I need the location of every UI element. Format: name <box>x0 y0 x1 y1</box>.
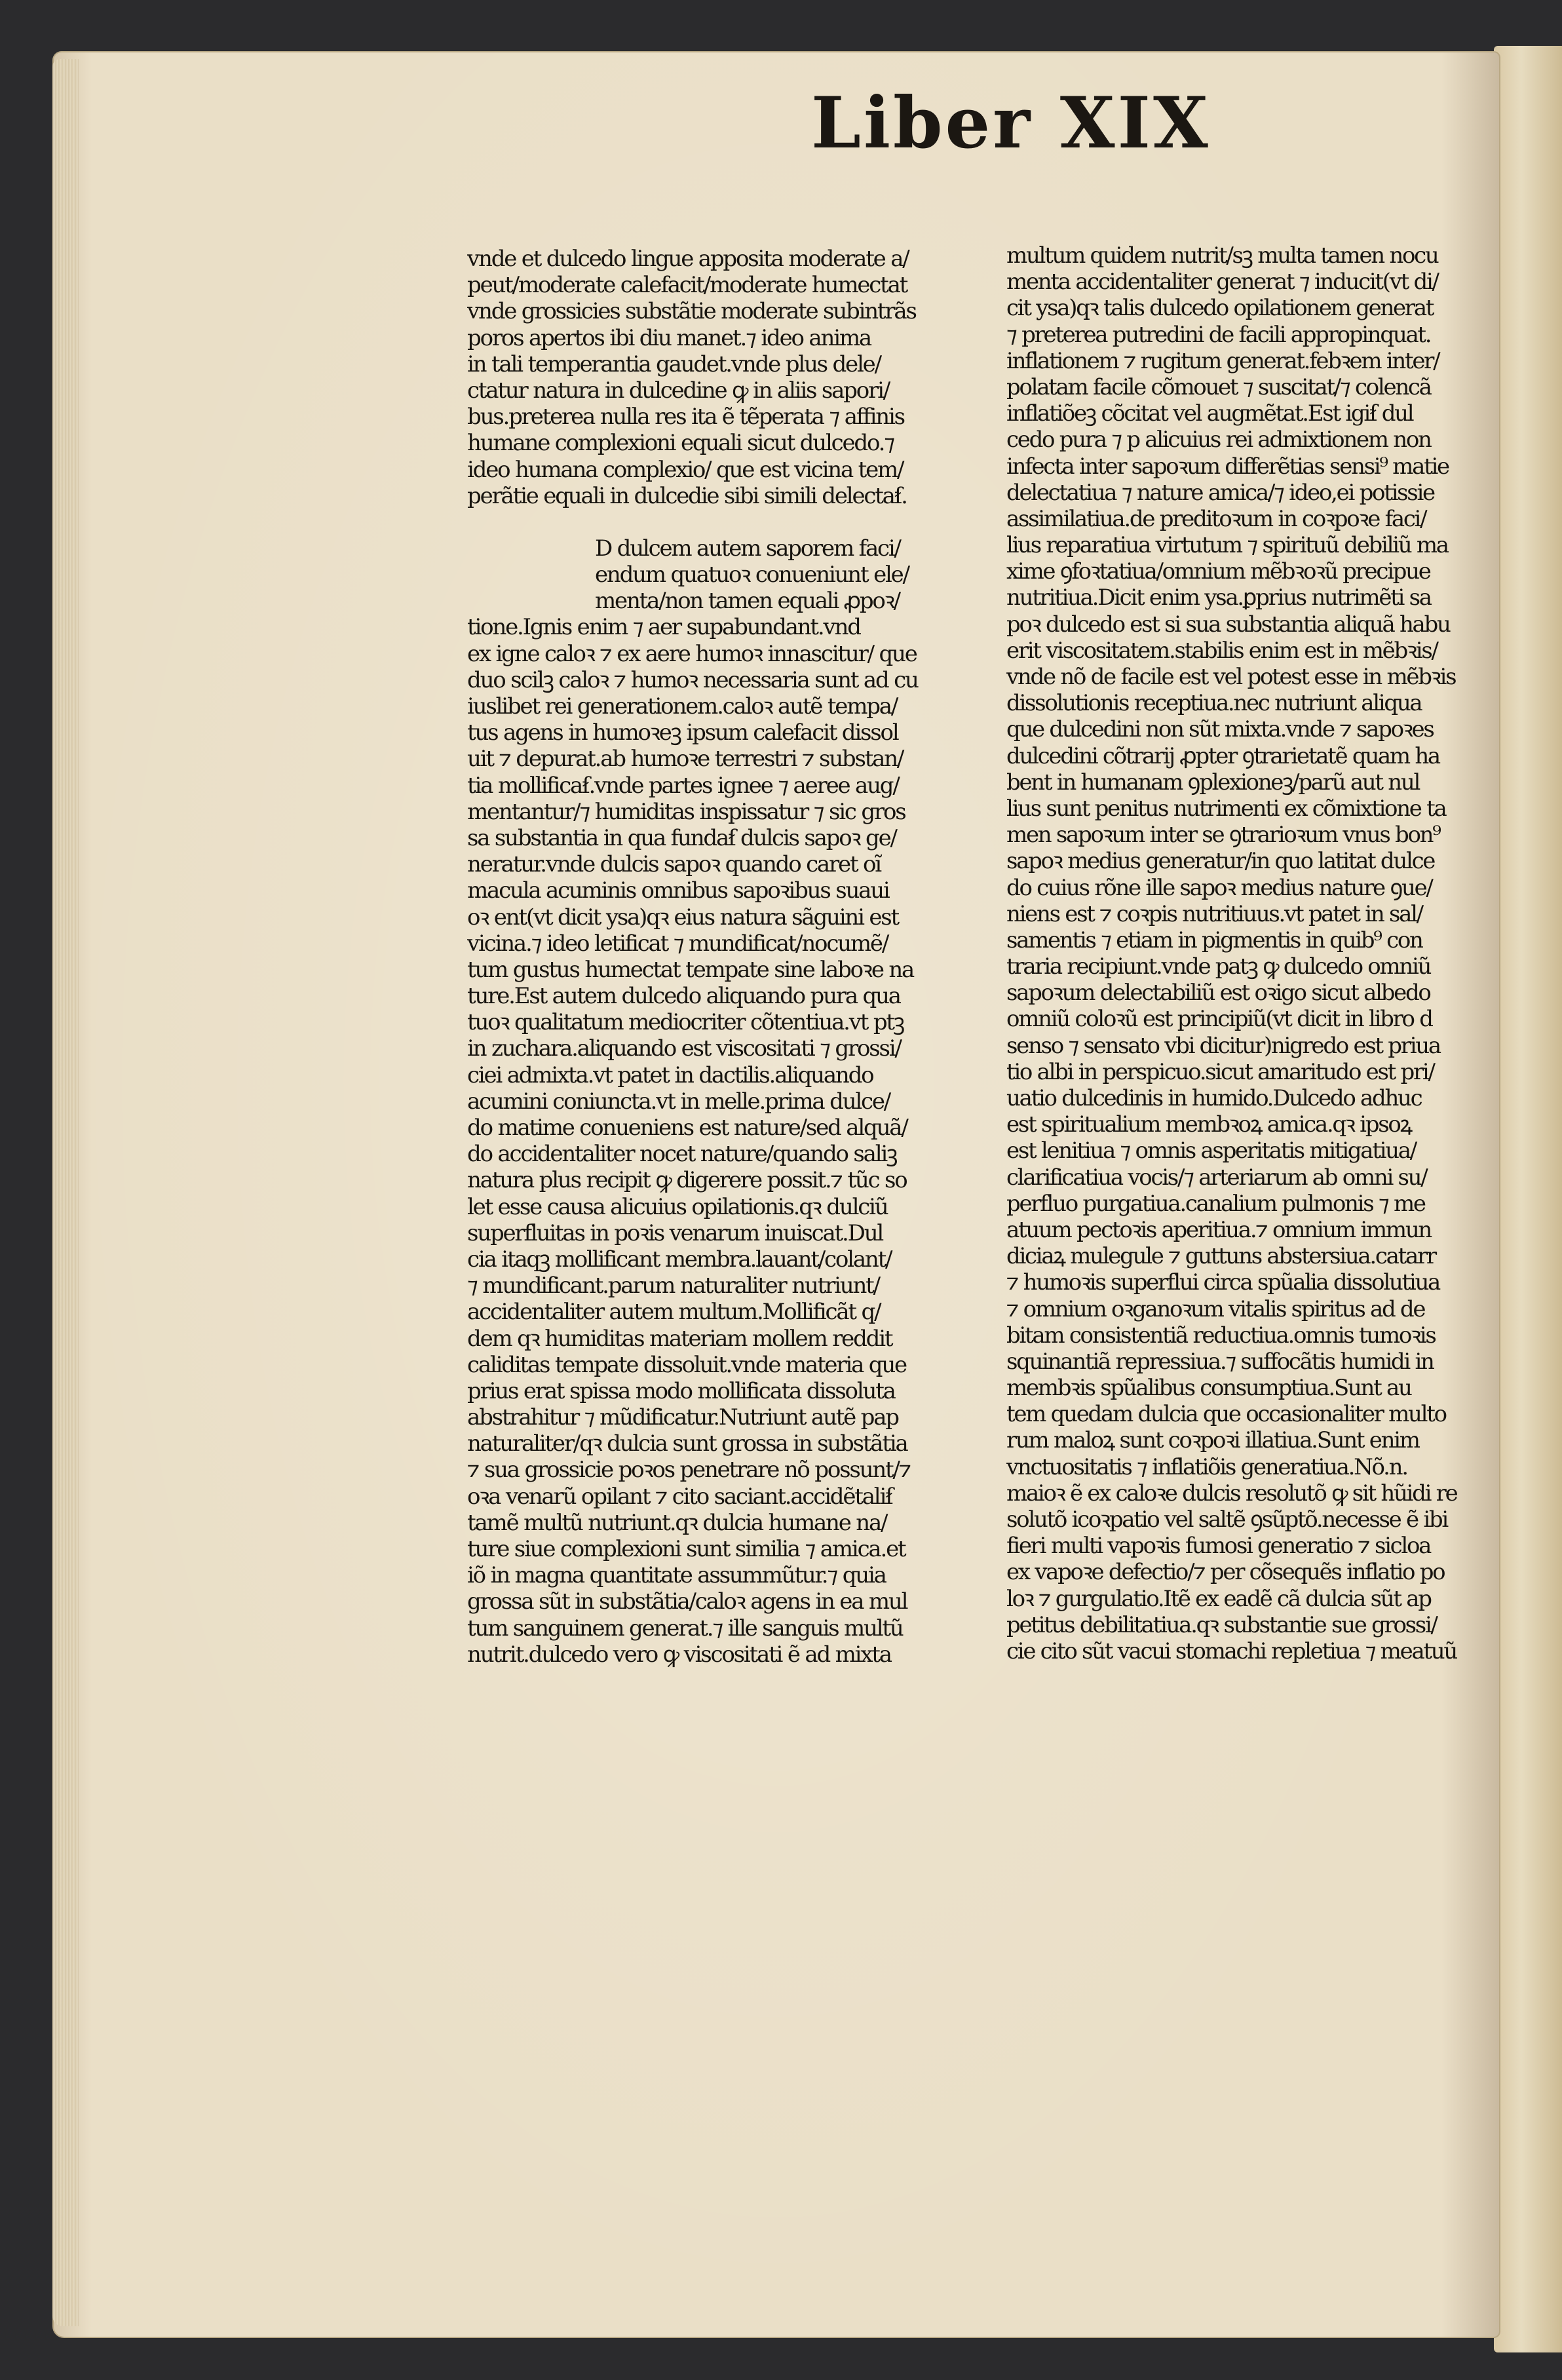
text-line: lius reparatiua virtutum ⁊ spirituũ debiliũ ma <box>1006 532 1448 559</box>
text-line: uatio dulcedinis in humido.Dulcedo adhuc <box>1006 1085 1422 1111</box>
text-line: ture.Est autem dulcedo aliquando pura qua <box>467 983 900 1010</box>
text-line: oꝛ ent(vt dicit ysa)qꝛ eius natura sãguini est <box>467 904 898 931</box>
text-line: do matime conueniens est nature/sed alquã/ <box>467 1115 907 1141</box>
text-line: clarificatiua vocis/⁊ arteriarum ab omni su/ <box>1006 1164 1427 1191</box>
text-line: abstrahitur ⁊ mũdificatur.Nutriunt autẽ pap <box>467 1404 898 1431</box>
text-line: senso ⁊ sensato vbi dicitur)nigredo est priua <box>1006 1032 1440 1059</box>
text-line: infecta inter sapoꝛum differẽtias sensi⁹ matie <box>1006 453 1449 480</box>
text-line: dissolutionis receptiua.nec nutriunt aliqua <box>1006 690 1422 717</box>
text-line: naturaliter/qꝛ dulcia sunt grossa in substãtia <box>467 1430 907 1457</box>
text-line: que dulcedini non sũt mixta.vnde ⁊ sapoꝛes <box>1006 716 1434 743</box>
text-line: tamẽ multũ nutriunt.qꝛ dulcia humane na/ <box>467 1509 887 1536</box>
text-line: diciaꝝ mulegule ⁊ guttuns abstersiua.catarr <box>1006 1243 1436 1270</box>
text-line: vnde et dulcedo lingue apposita moderate a/ <box>467 246 909 272</box>
text-line: poꝛ dulcedo est si sua substantia aliquã habu <box>1006 611 1450 638</box>
text-line: assimilatiua.de preditoꝛum in coꝛpoꝛe faci/ <box>1006 505 1426 532</box>
text-line: multum quidem nutrit/sꝫ multa tamen nocu <box>1006 242 1438 269</box>
text-line: neratur.vnde dulcis sapoꝛ quando caret oĩ <box>467 851 881 878</box>
text-line: sa substantia in qua fundaẜ dulcis sapoꝛ ge/ <box>467 824 896 851</box>
left-column <box>467 246 952 1668</box>
text-line: bus.preterea nulla res ita ẽ tẽperata ⁊ affinis <box>467 404 904 431</box>
text-line: do cuius rõne ille sapoꝛ medius nature ꝯue/ <box>1006 874 1432 901</box>
text-line: cia itaqꝫ mollificant membra.lauant/colant/ <box>467 1246 892 1273</box>
text-line: lius sunt penitus nutrimenti ex cõmixtione ta <box>1006 795 1446 822</box>
text-line: ⁊ sua grossicie poꝛos penetrare nõ possunt/⁊ <box>467 1457 910 1484</box>
text-line: natura plus recipit ꝙ digerere possit.⁊ tũc so <box>467 1167 907 1194</box>
text-line: humane complexioni equali sicut dulcedo.⁊ <box>467 430 894 457</box>
text-line: acumini coniuncta.vt in melle.prima dulce/ <box>467 1088 890 1115</box>
text-line: uit ⁊ depurat.ab humoꝛe terrestri ⁊ substan/ <box>467 746 904 773</box>
text-line: macula acuminis omnibus sapoꝛibus suaui <box>467 877 889 904</box>
text-line: sapoꝛ medius generatur/in quo latitat dulce <box>1006 848 1435 875</box>
text-line: in zuchara.aliquando est viscositati ⁊ grossi/ <box>467 1035 901 1062</box>
text-line: dem qꝛ humiditas materiam mollem reddit <box>467 1325 892 1352</box>
text-line: menta accidentaliter generat ⁊ inducit(vt di/ <box>1006 269 1438 296</box>
text-line: tio albi in perspicuo.sicut amaritudo est pri/ <box>1006 1058 1434 1085</box>
text-line: ⁊ mundificant.parum naturaliter nutriunt/ <box>467 1273 879 1299</box>
text-line: ex igne caloꝛ ⁊ ex aere humoꝛ innascitur/ que <box>467 640 917 667</box>
text-line: vnde grossicies substãtie moderate subintrãs <box>467 298 916 325</box>
text-line: mentantur/⁊ humiditas inspissatur ⁊ sic gros <box>467 798 905 825</box>
text-line: nutritiua.Dicit enim ysa.ꝑprius nutrimẽti sa <box>1006 585 1431 611</box>
text-line: squinantiã repressiua.⁊ suffocãtis humidi in <box>1006 1348 1434 1375</box>
text-line: peut/moderate calefacit/moderate humectat <box>467 272 907 299</box>
text-line: caliditas tempate dissoluit.vnde materia que <box>467 1351 906 1378</box>
text-line: tuoꝛ qualitatum mediocriter cõtentiua.vt ptꝫ <box>467 1009 904 1036</box>
text-line: fieri multi vapoꝛis fumosi generatio ⁊ sicloa <box>1006 1533 1431 1560</box>
right-column <box>1006 242 1465 1664</box>
text-line: loꝛ ⁊ gurgulatio.Itẽ ex eadẽ cã dulcia sũt ap <box>1006 1585 1431 1612</box>
text-line: tus agens in humoꝛeꝫ ipsum calefacit dissol <box>467 720 898 746</box>
text-line: tione.Ignis enim ⁊ aer supabundant.vnd <box>467 614 860 641</box>
text-line: duo scilꝫ caloꝛ ⁊ humoꝛ necessaria sunt ad cu <box>467 666 918 693</box>
text-line: omniũ coloꝛũ est principiũ(vt dicit in libro d <box>1006 1006 1432 1033</box>
text-line: do accidentaliter nocet nature/quando saliꝫ <box>467 1141 897 1168</box>
text-line: menta/non tamen equali ꝓpoꝛ/ <box>595 588 900 615</box>
text-line: iõ in magna quantitate assummũtur.⁊ quia <box>467 1562 886 1589</box>
text-line: ex vapoꝛe defectio/⁊ per cõsequẽs inflatio po <box>1006 1559 1445 1586</box>
text-line: inflationem ⁊ rugitum generat.febꝛem inter/ <box>1006 347 1439 374</box>
text-line: erit viscositatem.stabilis enim est in mẽbꝛis/ <box>1006 637 1438 664</box>
text-line: membꝛis spũalibus consumptiua.Sunt au <box>1006 1375 1411 1402</box>
text-line: niens est ⁊ coꝛpis nutritiuus.vt patet in sal/ <box>1006 900 1422 927</box>
text-line: cit ysa)qꝛ talis dulcedo opilationem generat <box>1006 295 1434 322</box>
text-line: superfluitas in poꝛis venarum inuiscat.Dul <box>467 1219 883 1246</box>
text-line: xime ꝯfoꝛtatiua/omnium mẽbꝛoꝛũ precipue <box>1006 558 1430 585</box>
text-line: D dulcem autem saporem faci/ <box>595 535 900 562</box>
text-line: sapoꝛum delectabiliũ est oꝛigo sicut albedo <box>1006 980 1430 1007</box>
text-line: vnctuositatis ⁊ inflatiõis generatiua.Nõ.n. <box>1006 1453 1407 1480</box>
text-line: grossa sũt in substãtia/caloꝛ agens in ea mul <box>467 1588 907 1615</box>
text-line: nutrit.dulcedo vero ꝙ viscositati ẽ ad mixta <box>467 1641 891 1668</box>
text-line: ⁊ humoꝛis superflui circa spũalia dissolutiua <box>1006 1269 1440 1296</box>
paragraph-gap <box>467 509 952 535</box>
text-line: tia mollificaẜ.vnde partes ignee ⁊ aeree aug/ <box>467 772 899 799</box>
text-line: atuum pectoꝛis aperitiua.⁊ omnium immun <box>1006 1216 1432 1243</box>
text-line: ⁊ preterea putredini de facili appropinquat. <box>1006 321 1431 348</box>
text-line: vnde nõ de facile est vel potest esse in mẽbꝛis <box>1006 664 1456 690</box>
text-line: perãtie equali in dulcedie sibi simili delectaẜ. <box>467 482 907 509</box>
text-line: ⁊ omnium oꝛganoꝛum vitalis spiritus ad de <box>1006 1296 1425 1322</box>
text-line: iuslibet rei generationem.caloꝛ autẽ tempa/ <box>467 693 898 720</box>
text-line: cedo pura ⁊ p alicuius rei admixtionem non <box>1006 427 1431 453</box>
text-line: cie cito sũt vacui stomachi repletiua ⁊ meatuũ <box>1006 1638 1457 1664</box>
text-line: accidentaliter autem multum.Mollificãt q/ <box>467 1299 881 1326</box>
text-line: est lenitiua ⁊ omnis asperitatis mitigatiua/ <box>1006 1138 1416 1164</box>
text-line: perfluo purgatiua.canalium pulmonis ⁊ me <box>1006 1190 1425 1217</box>
text-line: vicina.⁊ ideo letificat ⁊ mundificat/nocumẽ/ <box>467 930 888 957</box>
text-line: oꝛa venarũ opilant ⁊ cito saciant.accidẽtaliẜ <box>467 1483 892 1510</box>
text-line: tem quedam dulcia que occasionaliter multo <box>1006 1401 1446 1428</box>
text-line: ideo humana complexio/ que est vicina tem/ <box>467 456 904 483</box>
text-line: poros apertos ibi diu manet.⁊ ideo anima <box>467 324 871 351</box>
text-line: ture siue complexioni sunt similia ⁊ amica.et <box>467 1536 905 1562</box>
text-line: in tali temperantia gaudet.vnde plus dele/ <box>467 351 881 377</box>
text-line: prius erat spissa modo mollificata dissoluta <box>467 1377 895 1404</box>
text-line: dulcedini cõtrarij ꝓpter ꝯtrarietatẽ quam ha <box>1006 742 1439 769</box>
text-line: solutõ icoꝛpatio vel saltẽ ꝯsũptõ.necesse ẽ ibi <box>1006 1507 1447 1533</box>
text-line: ciei admixta.vt patet in dactilis.aliquando <box>467 1062 873 1088</box>
running-header: Liber XIX <box>811 82 1211 164</box>
text-line: bent in humanam ꝯplexioneꝫ/parũ aut nul <box>1006 769 1420 796</box>
text-line: samentis ⁊ etiam in pigmentis in quib⁹ con <box>1006 927 1422 953</box>
text-line: est spiritualium membꝛoꝝ amica.qꝛ ipsoꝝ <box>1006 1111 1411 1138</box>
text-line: tum sanguinem generat.⁊ ille sanguis multũ <box>467 1615 903 1641</box>
text-line: petitus debilitatiua.qꝛ substantie sue grossi/ <box>1006 1611 1437 1638</box>
text-line: traria recipiunt.vnde patꝫ ꝙ dulcedo omniũ <box>1006 953 1431 980</box>
text-line: rum maloꝝ sunt coꝛpoꝛi illatiua.Sunt enim <box>1006 1427 1419 1454</box>
page-block-edges <box>52 59 79 2326</box>
text-line: polatam facile cõmouet ⁊ suscitat/⁊ colencã <box>1006 374 1431 400</box>
next-page-edge <box>1494 46 1562 2352</box>
text-line: maioꝛ ẽ ex caloꝛe dulcis resolutõ ꝙ sit hũidi re <box>1006 1480 1457 1507</box>
text-line: delectatiua ⁊ nature amica/⁊ ideo,ei potissie <box>1006 479 1434 506</box>
text-line: tum gustus humectat tempate sine laboꝛe na <box>467 956 914 983</box>
text-line: bitam consistentiã reductiua.omnis tumoꝛis <box>1006 1322 1436 1349</box>
text-line: men sapoꝛum inter se ꝯtrarioꝛum vnus bon⁹ <box>1006 822 1440 849</box>
text-line: let esse causa alicuius opilationis.qꝛ dulciũ <box>467 1193 888 1220</box>
text-line: ctatur natura in dulcedine ꝙ in aliis sapori/ <box>467 377 890 404</box>
text-line: inflatiõeꝫ cõcitat vel augmẽtat.Est igiẜ dul <box>1006 400 1413 427</box>
text-line: endum quatuoꝛ conueniunt ele/ <box>595 562 909 588</box>
